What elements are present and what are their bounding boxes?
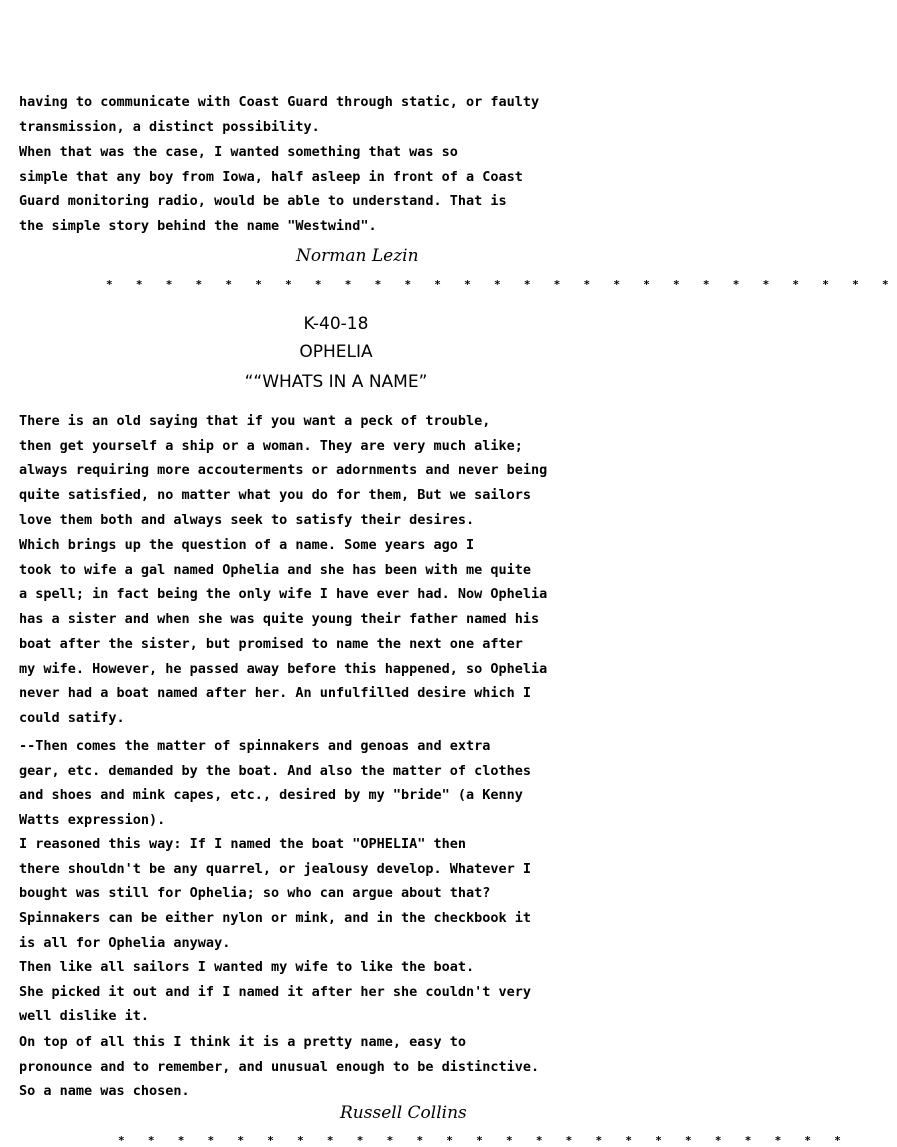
author-signature-collins: Russell Collins (340, 1103, 467, 1123)
paragraph-reasoned: I reasoned this way: If I named the boat "OPHELIA" then there shouldn't be any quarrel, or jealousy develop. Whatever I bought was still for Ophelia; so who can argue about that? Spinnakers can be either nylon or mink, and in the checkbook it is all for Ophelia anyway. (19, 836, 532, 951)
paragraph-spinnakers: --Then comes the matter of spinnakers and genoas and extra gear, etc. demanded by the boat. And also the matter of clothes and shoes and mink capes, etc., desired by my "bride" (a Kenny Watts expression). (19, 738, 532, 829)
continuation-paragraph: having to communicate with Coast Guard through static, or faulty transmission, a distinct possibility. (19, 94, 540, 135)
paragraph-pretty-name: On top of all this I think it is a pretty name, easy to pronounce and to remember, and unusual enough to be distinctive. So a name was chosen. (19, 1034, 540, 1100)
author-signature-lezin: Norman Lezin (296, 246, 419, 266)
entry-code: K-40-18 (303, 314, 369, 334)
boat-name-heading: OPHELIA (299, 342, 373, 362)
westwind-paragraph: When that was the case, I wanted something that was so simple that any boy from Iowa, half asleep in front of a Coast Guard monitoring radio, would be able to understand. That is the simple story behind the name "Westwind". (19, 144, 523, 235)
paragraph-question-of-name: Which brings up the question of a name. Some years ago I took to wife a gal named Ophelia and she has been with me quite a spell; in fact being the only wife I have ever had. Now Ophelia has a sister and when she was quite young their father named his boat after the sister, but promised to name the next one after my wife. However, he passed away before this happened, so Ophelia never had a boat named after her. An unfulfilled desire which I could satify. (19, 537, 548, 726)
divider-stars-top: * * * * * * * * * * * * * * * * * * * * * * * * * * * (106, 278, 897, 291)
article-title: ““WHATS IN A NAME” (244, 372, 428, 392)
divider-stars-bottom: * * * * * * * * * * * * * * * * * * * * * * * * * (118, 1134, 850, 1147)
paragraph-wife-like-boat: Then like all sailors I wanted my wife to like the boat. She picked it out and if I named it after her she couldn't very well dislike it. (19, 959, 532, 1025)
paragraph-old-saying: There is an old saying that if you want a peck of trouble, then get yourself a ship or a woman. They are very much alike; always requiring more accouterments or adornments and never being quite satisfied, no matter what you do for them, But we sailors love them both and always seek to satisfy their desires. (19, 413, 548, 528)
